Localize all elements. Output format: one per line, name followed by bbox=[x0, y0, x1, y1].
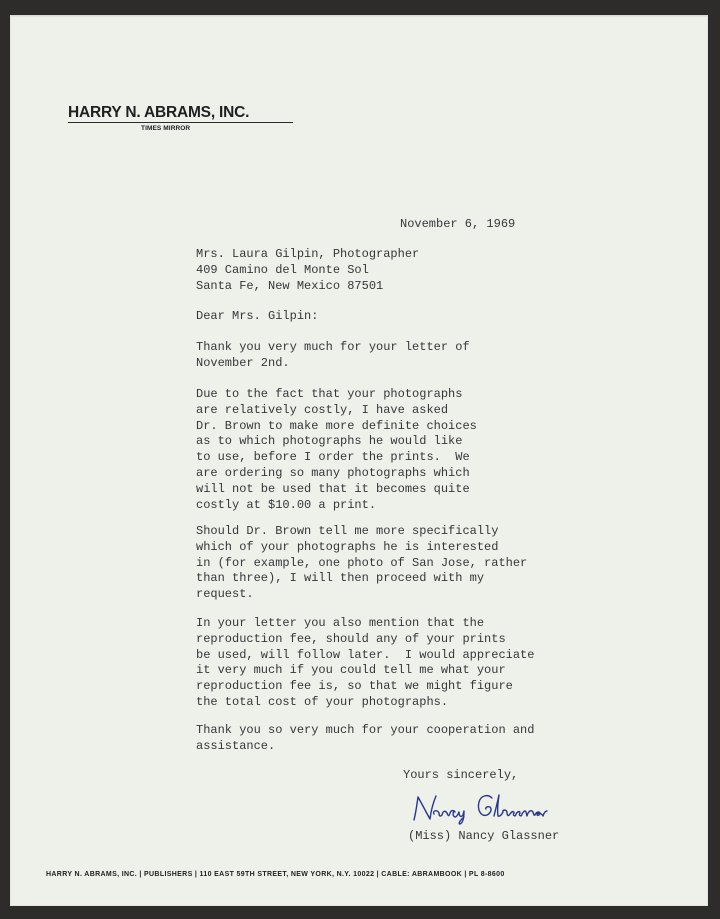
paragraph-line: costly at $10.00 a print. bbox=[196, 497, 377, 512]
paragraph-line: to use, before I order the prints. We bbox=[196, 450, 470, 465]
letterhead-subtitle: TIMES MIRROR bbox=[141, 125, 191, 132]
paragraph-line: reproduction fee, should any of your prints bbox=[196, 631, 506, 646]
paragraph-line: are relatively costly, I have asked bbox=[196, 402, 449, 417]
recipient-line: Santa Fe, New Mexico 87501 bbox=[196, 278, 384, 293]
paragraph-line: will not be used that it becomes quite bbox=[196, 481, 470, 496]
paragraph-line: are ordering so many photographs which bbox=[196, 465, 470, 480]
paragraph-line: which of your photographs he is interested bbox=[196, 539, 499, 554]
paragraph-1 bbox=[196, 340, 470, 372]
paragraph-line: be used, will follow later. I would appreciate bbox=[196, 647, 535, 662]
paragraph-line: Dr. Brown to make more definite choices bbox=[196, 418, 477, 433]
closing: Yours sincerely, bbox=[403, 768, 519, 782]
paragraph-5 bbox=[196, 723, 534, 755]
recipient-line: 409 Camino del Monte Sol bbox=[196, 262, 369, 277]
recipient-address bbox=[196, 247, 419, 294]
paragraph-line: the total cost of your photographs. bbox=[196, 694, 449, 709]
paragraph-line: assistance. bbox=[196, 738, 276, 753]
paragraph-line: In your letter you also mention that the bbox=[196, 616, 485, 630]
paragraph-line: Thank you very much for your letter of bbox=[196, 340, 470, 354]
paragraph-line: as to which photographs he would like bbox=[196, 434, 463, 449]
paragraph-line: request. bbox=[196, 587, 254, 602]
letter-page bbox=[10, 15, 708, 906]
paragraph-line: Should Dr. Brown tell me more specifically bbox=[196, 524, 499, 538]
paragraph-line: Due to the fact that your photographs bbox=[196, 387, 463, 401]
paragraph-4 bbox=[196, 616, 534, 711]
paragraph-2 bbox=[196, 387, 477, 513]
paragraph-line: reproduction fee is, so that we might figure bbox=[196, 679, 513, 694]
paragraph-line: Thank you so very much for your cooperation and bbox=[196, 723, 535, 737]
paragraph-line: it very much if you could tell me what your bbox=[196, 663, 506, 678]
handwritten-signature bbox=[408, 790, 568, 826]
letter-date: November 6, 1969 bbox=[400, 217, 516, 231]
signatory-name: (Miss) Nancy Glassner bbox=[408, 829, 560, 843]
letterhead-footer: HARRY N. ABRAMS, INC. | PUBLISHERS | 110 EAST 59TH STREET, NEW YORK, N.Y. 10022 | CABLE: ABRAMBOOK | PL 8-8600 bbox=[46, 871, 505, 878]
recipient-line: Mrs. Laura Gilpin, Photographer bbox=[196, 247, 420, 261]
letterhead-company-name: HARRY N. ABRAMS, INC. bbox=[68, 104, 250, 121]
paragraph-line: November 2nd. bbox=[196, 355, 290, 370]
paragraph-line: in (for example, one photo of San Jose, rather bbox=[196, 555, 528, 570]
paragraph-3 bbox=[196, 524, 527, 603]
letterhead-rule bbox=[68, 122, 293, 123]
paragraph-line: than three), I will then proceed with my bbox=[196, 571, 485, 586]
salutation: Dear Mrs. Gilpin: bbox=[196, 309, 319, 323]
